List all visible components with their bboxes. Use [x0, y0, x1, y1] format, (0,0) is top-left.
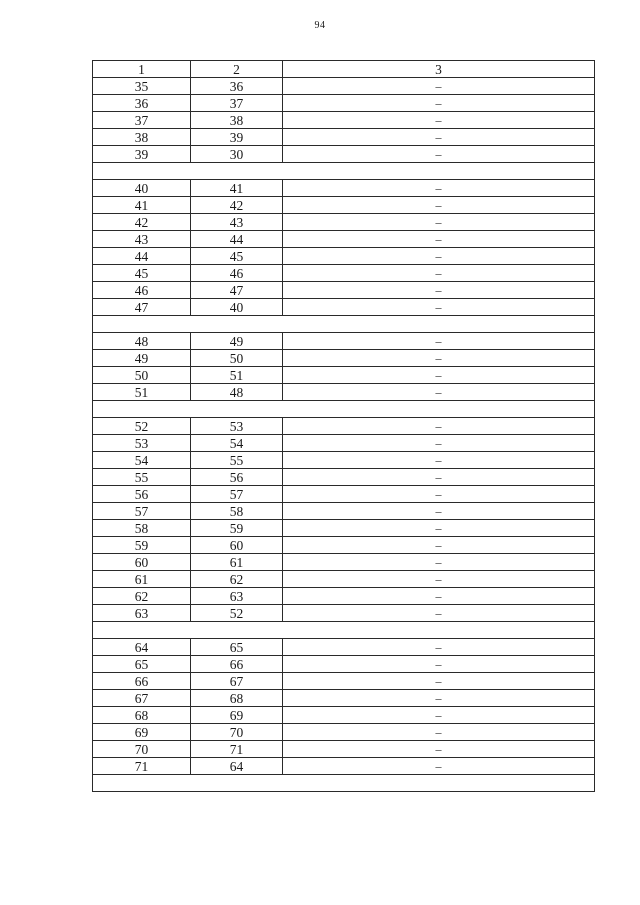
table-body	[93, 78, 595, 792]
table-cell-col1: 68	[93, 707, 191, 724]
table-row	[93, 588, 595, 605]
table-cell-col2: 44	[191, 231, 283, 248]
table-cell-col3: –	[283, 418, 595, 435]
table-cell-col2: 37	[191, 95, 283, 112]
table-row	[93, 265, 595, 282]
table-cell-col3: –	[283, 146, 595, 163]
table-row	[93, 605, 595, 622]
table-cell-col3: –	[283, 299, 595, 316]
separator-cell	[93, 401, 595, 418]
table-cell-col3: –	[283, 741, 595, 758]
table-cell-col2: 48	[191, 384, 283, 401]
table-cell-col3: –	[283, 690, 595, 707]
table-cell-col2: 69	[191, 707, 283, 724]
table-row	[93, 197, 595, 214]
table-cell-col3: –	[283, 503, 595, 520]
table-cell-col3: –	[283, 350, 595, 367]
table-cell-col3: –	[283, 333, 595, 350]
table-row	[93, 282, 595, 299]
table-cell-col1: 69	[93, 724, 191, 741]
table-cell-col3: –	[283, 95, 595, 112]
table-cell-col3: –	[283, 282, 595, 299]
table-cell-col2: 30	[191, 146, 283, 163]
table-cell-col3: –	[283, 112, 595, 129]
header-cell-col1: 1	[93, 61, 191, 78]
table-cell-col1: 64	[93, 639, 191, 656]
table-cell-col3: –	[283, 469, 595, 486]
table-row	[93, 231, 595, 248]
table-cell-col2: 40	[191, 299, 283, 316]
separator-row	[93, 622, 595, 639]
table-cell-col2: 46	[191, 265, 283, 282]
table-cell-col2: 45	[191, 248, 283, 265]
table-cell-col1: 38	[93, 129, 191, 146]
table-cell-col2: 50	[191, 350, 283, 367]
table-cell-col1: 67	[93, 690, 191, 707]
table-cell-col2: 66	[191, 656, 283, 673]
table-row	[93, 452, 595, 469]
table-cell-col1: 66	[93, 673, 191, 690]
table-cell-col1: 62	[93, 588, 191, 605]
table-cell-col1: 63	[93, 605, 191, 622]
table-cell-col2: 63	[191, 588, 283, 605]
table-cell-col2: 67	[191, 673, 283, 690]
table-cell-col3: –	[283, 384, 595, 401]
table-row	[93, 299, 595, 316]
table-cell-col3: –	[283, 656, 595, 673]
table-cell-col1: 59	[93, 537, 191, 554]
table-cell-col2: 43	[191, 214, 283, 231]
table-cell-col1: 36	[93, 95, 191, 112]
table-cell-col1: 60	[93, 554, 191, 571]
table-cell-col1: 57	[93, 503, 191, 520]
table-row	[93, 435, 595, 452]
table-row	[93, 112, 595, 129]
table-row	[93, 384, 595, 401]
table-cell-col3: –	[283, 197, 595, 214]
table-cell-col1: 71	[93, 758, 191, 775]
table-cell-col2: 71	[191, 741, 283, 758]
table-cell-col3: –	[283, 435, 595, 452]
separator-row	[93, 163, 595, 180]
table-cell-col3: –	[283, 231, 595, 248]
table-cell-col2: 65	[191, 639, 283, 656]
table-row	[93, 741, 595, 758]
table-cell-col2: 60	[191, 537, 283, 554]
table-cell-col1: 54	[93, 452, 191, 469]
table-cell-col3: –	[283, 639, 595, 656]
table-cell-col3: –	[283, 452, 595, 469]
page-number: 94	[314, 20, 326, 31]
table-cell-col1: 41	[93, 197, 191, 214]
table-cell-col1: 40	[93, 180, 191, 197]
table-cell-col1: 65	[93, 656, 191, 673]
table-row	[93, 571, 595, 588]
table-cell-col1: 37	[93, 112, 191, 129]
table-cell-col2: 53	[191, 418, 283, 435]
table-cell-col1: 61	[93, 571, 191, 588]
table-cell-col1: 51	[93, 384, 191, 401]
table-cell-col1: 70	[93, 741, 191, 758]
table-cell-col1: 48	[93, 333, 191, 350]
table-cell-col1: 50	[93, 367, 191, 384]
table-cell-col3: –	[283, 554, 595, 571]
table-cell-col2: 41	[191, 180, 283, 197]
table-cell-col3: –	[283, 588, 595, 605]
table-row	[93, 333, 595, 350]
table-cell-col3: –	[283, 673, 595, 690]
table-cell-col3: –	[283, 129, 595, 146]
table-cell-col1: 39	[93, 146, 191, 163]
table-cell-col3: –	[283, 605, 595, 622]
table-row	[93, 129, 595, 146]
table-row	[93, 418, 595, 435]
table-cell-col3: –	[283, 707, 595, 724]
separator-row	[93, 316, 595, 333]
table-cell-col1: 58	[93, 520, 191, 537]
table-cell-col1: 43	[93, 231, 191, 248]
table-cell-col2: 57	[191, 486, 283, 503]
table-cell-col2: 59	[191, 520, 283, 537]
table-row	[93, 673, 595, 690]
table-row	[93, 367, 595, 384]
table-row	[93, 724, 595, 741]
table-cell-col3: –	[283, 248, 595, 265]
separator-cell	[93, 775, 595, 792]
table-row	[93, 486, 595, 503]
separator-cell	[93, 316, 595, 333]
table-cell-col1: 52	[93, 418, 191, 435]
separator-row	[93, 401, 595, 418]
table-cell-col3: –	[283, 571, 595, 588]
table-cell-col1: 47	[93, 299, 191, 316]
table-row	[93, 707, 595, 724]
table-cell-col2: 56	[191, 469, 283, 486]
table-cell-col2: 39	[191, 129, 283, 146]
table-row	[93, 469, 595, 486]
table-cell-col2: 51	[191, 367, 283, 384]
table-cell-col1: 44	[93, 248, 191, 265]
table-cell-col3: –	[283, 214, 595, 231]
table-row	[93, 248, 595, 265]
table-cell-col1: 56	[93, 486, 191, 503]
table-cell-col3: –	[283, 265, 595, 282]
table-cell-col1: 45	[93, 265, 191, 282]
table-cell-col2: 62	[191, 571, 283, 588]
table-cell-col2: 49	[191, 333, 283, 350]
table-cell-col3: –	[283, 520, 595, 537]
table-cell-col1: 42	[93, 214, 191, 231]
table-cell-col1: 49	[93, 350, 191, 367]
table-row	[93, 639, 595, 656]
table-cell-col2: 55	[191, 452, 283, 469]
table-row	[93, 503, 595, 520]
table-cell-col2: 68	[191, 690, 283, 707]
table-cell-col1: 53	[93, 435, 191, 452]
table-cell-col3: –	[283, 367, 595, 384]
table-row	[93, 537, 595, 554]
table-row	[93, 520, 595, 537]
table-cell-col2: 54	[191, 435, 283, 452]
table-cell-col3: –	[283, 78, 595, 95]
table-row	[93, 146, 595, 163]
table-cell-col3: –	[283, 758, 595, 775]
table-row	[93, 214, 595, 231]
table-header	[93, 61, 595, 78]
table-cell-col3: –	[283, 537, 595, 554]
table-row	[93, 95, 595, 112]
table-cell-col1: 35	[93, 78, 191, 95]
table-cell-col3: –	[283, 486, 595, 503]
table-cell-col2: 38	[191, 112, 283, 129]
table-cell-col3: –	[283, 180, 595, 197]
table-cell-col3: –	[283, 724, 595, 741]
header-row	[93, 61, 595, 78]
table-row	[93, 758, 595, 775]
table-cell-col2: 47	[191, 282, 283, 299]
table-row	[93, 180, 595, 197]
data-table	[92, 60, 595, 792]
table-cell-col2: 52	[191, 605, 283, 622]
table-cell-col2: 58	[191, 503, 283, 520]
separator-cell	[93, 622, 595, 639]
table-row	[93, 78, 595, 95]
table-cell-col2: 36	[191, 78, 283, 95]
table-cell-col2: 64	[191, 758, 283, 775]
table-cell-col2: 42	[191, 197, 283, 214]
separator-row	[93, 775, 595, 792]
table-cell-col1: 55	[93, 469, 191, 486]
table-row	[93, 350, 595, 367]
table-cell-col2: 70	[191, 724, 283, 741]
header-cell-col2: 2	[191, 61, 283, 78]
separator-cell	[93, 163, 595, 180]
table-row	[93, 554, 595, 571]
table-row	[93, 656, 595, 673]
table-row	[93, 690, 595, 707]
header-cell-col3: 3	[283, 61, 595, 78]
table-cell-col1: 46	[93, 282, 191, 299]
table-cell-col2: 61	[191, 554, 283, 571]
